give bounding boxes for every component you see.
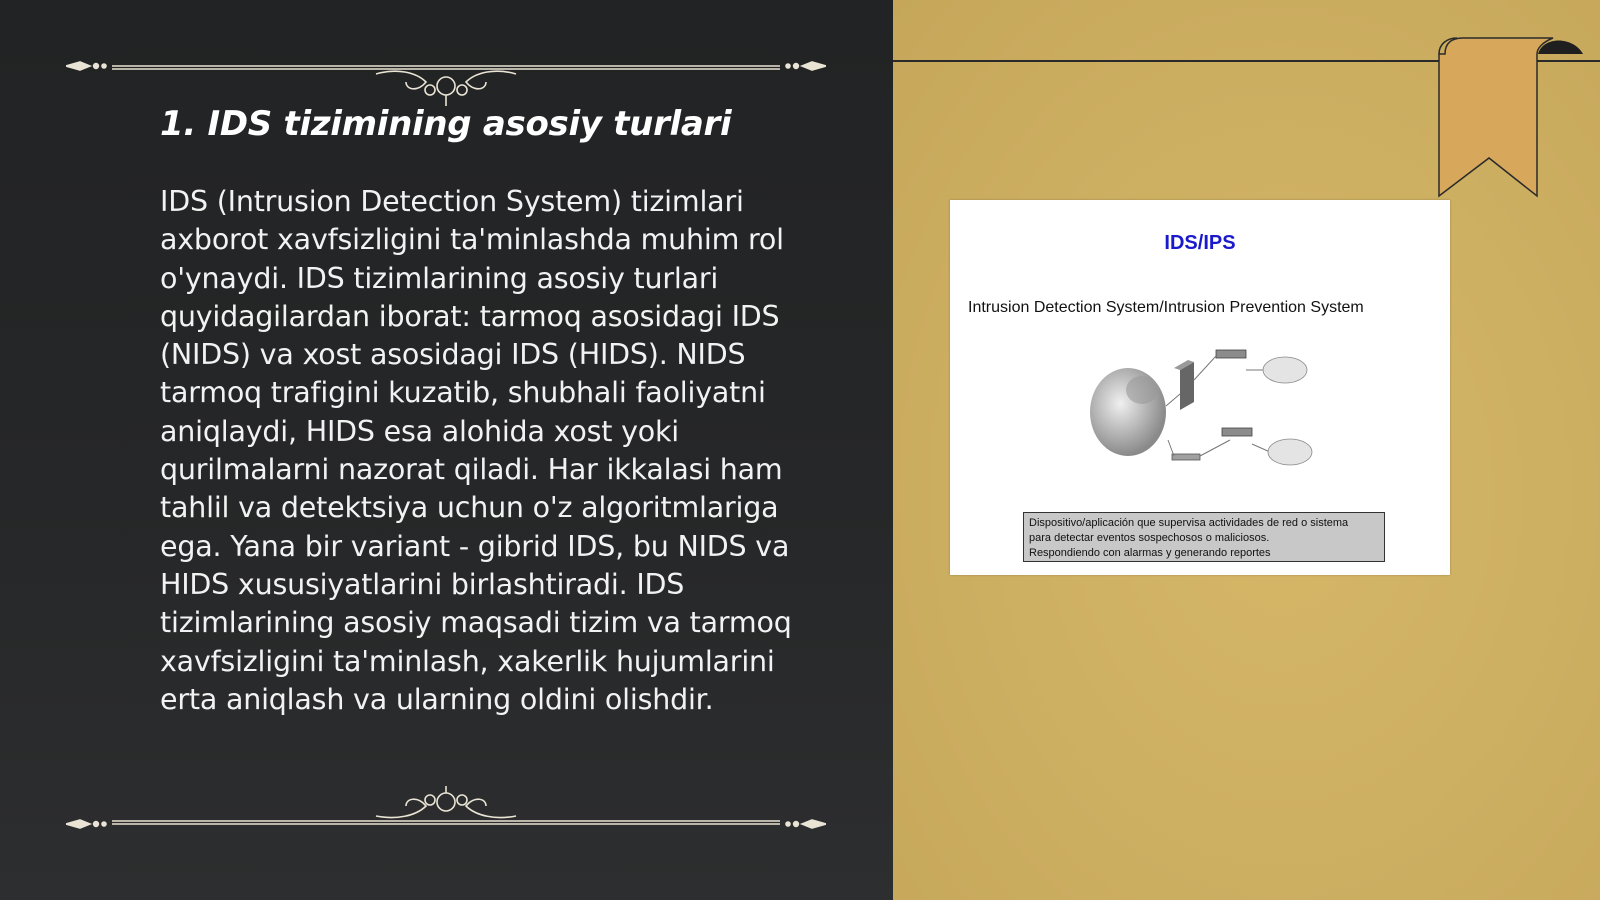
figure-subtitle: Intrusion Detection System/Intrusion Prevention System bbox=[968, 299, 1364, 316]
bottom-ornament-divider bbox=[66, 770, 826, 830]
top-ornament-divider bbox=[66, 46, 826, 106]
caption-line: Respondiendo con alarmas y generando reportes bbox=[1029, 547, 1271, 559]
figure-caption-box bbox=[1023, 512, 1385, 562]
bookmark-ribbon-icon bbox=[1433, 30, 1593, 202]
slide-title: 1. IDS tizimining asosiy turlari bbox=[160, 104, 732, 144]
caption-line: Dispositivo/aplicación que supervisa actividades de red o sistema bbox=[1029, 517, 1349, 529]
caption-line: para detectar eventos sospechosos o maliciosos. bbox=[1029, 532, 1270, 544]
network-diagram-illustration bbox=[1070, 340, 1330, 480]
slide-body-text: IDS (Intrusion Detection System) tizimlari axborot xavfsizligini ta'minlashda muhim rol o'ynaydi. IDS tizimlarining asosiy turlari quyidagilardan iborat: tarmoq asosidagi IDS (NIDS) va xost asosidagi IDS (HIDS). NIDS tarmoq trafigini kuzatib, shubhali faoliyatni aniqlaydi, HIDS esa alohida xost yoki qurilmalarni nazorat qiladi. Har ikkalasi ham tahlil va detektsiya uchun o'z algoritmlariga ega. Yana bir variant - gibrid IDS, bu NIDS va HIDS xususiyatlarini birlashtiradi. IDS tizimlarining asosiy maqsadi tizim va tarmoq xavfsizligini ta'minlash, xakerlik hujumlarini erta aniqlash va ularning oldini olishdir. bbox=[160, 185, 792, 716]
figure-heading: IDS/IPS bbox=[1164, 232, 1236, 254]
ids-ips-figure bbox=[950, 200, 1450, 575]
